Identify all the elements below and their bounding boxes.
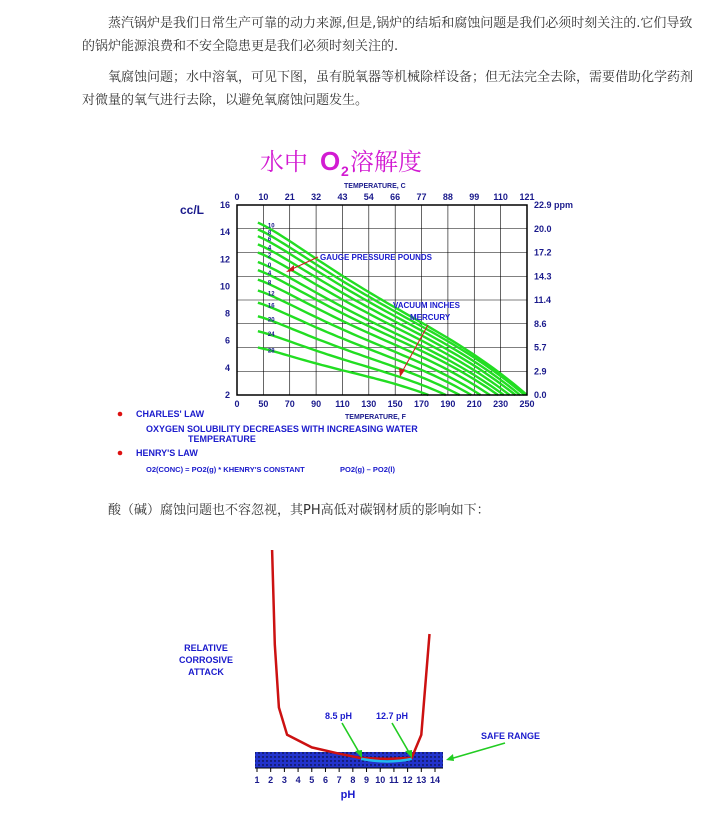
ph-corrosion-chart <box>170 540 570 820</box>
ph-tick-label: 4 <box>295 775 301 785</box>
left-tick-labels <box>220 200 230 400</box>
curve-label: 0 <box>267 263 272 269</box>
bottom-tick-label: 0 <box>234 399 240 409</box>
arrow-8-5 <box>342 723 360 754</box>
top-tick-label: 0 <box>234 192 240 202</box>
safe-band-texture <box>255 752 443 768</box>
right-tick-label: 17.2 <box>534 247 552 258</box>
ph-tick-label: 12 <box>402 775 413 785</box>
henrys-law-heading: HENRY'S LAW <box>136 448 198 458</box>
chart-title-prefix: 水中 <box>260 149 308 176</box>
top-tick-label: 54 <box>363 192 374 202</box>
bottom-tick-label: 70 <box>284 399 295 409</box>
top-tick-label: 32 <box>311 192 322 202</box>
charles-law-desc-2: TEMPERATURE <box>188 434 256 444</box>
top-tick-label: 43 <box>337 192 348 202</box>
top-tick-label: 121 <box>519 192 535 202</box>
bottom-tick-label: 170 <box>414 399 430 409</box>
top-tick-label: 99 <box>469 192 480 202</box>
arrow-12-7 <box>392 723 410 754</box>
curve-label: 6 <box>267 237 272 244</box>
ph-tick-label: 13 <box>416 775 427 785</box>
ph-tick-label: 2 <box>268 775 274 785</box>
ph-tick-label: 5 <box>309 775 315 785</box>
corrosion-curve <box>272 550 429 759</box>
top-axis-label: TEMPERATURE, C <box>344 183 406 190</box>
henry-formula-2: PO2(g) – PO2(l) <box>340 465 396 474</box>
ph-tick-labels <box>254 768 440 785</box>
bottom-tick-label: 110 <box>335 399 350 409</box>
ph-tick-label: 7 <box>336 775 342 785</box>
bottom-tick-label: 130 <box>361 399 377 409</box>
curve-label: 8 <box>267 280 272 287</box>
curve-label: 10 <box>267 223 275 230</box>
chart-title-sub: 2 <box>341 163 349 179</box>
arrowhead-safe <box>446 754 454 761</box>
chart-title-o: O <box>320 146 341 176</box>
bottom-tick-label: 210 <box>466 399 482 409</box>
ph-tick-label: 10 <box>375 775 386 785</box>
ph-tick-label: 11 <box>389 775 399 785</box>
bullet-charles <box>118 412 123 417</box>
bottom-tick-label: 150 <box>387 399 403 409</box>
ph-tick-label: 9 <box>364 775 370 785</box>
top-tick-label: 66 <box>390 192 401 202</box>
oxygen-solubility-chart <box>110 140 630 490</box>
y-label-3: ATTACK <box>188 667 224 677</box>
label-8-5-ph: 8.5 pH <box>325 711 353 721</box>
left-tick-label: 16 <box>219 200 230 210</box>
solubility-curve <box>258 270 498 395</box>
bullet-henry <box>118 451 123 456</box>
ph-tick-label: 8 <box>350 775 356 785</box>
right-tick-label: 11.4 <box>534 295 552 305</box>
gauge-pressure-label: GAUGE PRESSURE POUNDS <box>320 253 433 262</box>
bottom-axis-label: TEMPERATURE, F <box>345 414 406 421</box>
left-tick-label: 6 <box>224 335 230 346</box>
henry-formula-1: O2(CONC) = PO2(g) * KHENRY'S CONSTANT <box>146 465 305 474</box>
right-tick-label: 8.6 <box>534 318 547 329</box>
ph-axis-label: pH <box>340 789 356 801</box>
curve-label: 24 <box>267 332 275 339</box>
bottom-tick-label: 230 <box>493 399 509 409</box>
ph-tick-label: 1 <box>254 775 260 785</box>
chart-title-rest: 溶解度 <box>350 149 422 176</box>
label-12-7-ph: 12.7 pH <box>376 711 409 721</box>
arrow-safe <box>450 743 505 759</box>
vacuum-label-1: VACUUM INCHES <box>393 301 460 310</box>
left-tick-label: 14 <box>219 227 230 238</box>
right-tick-label: 22.9 ppm <box>534 200 574 210</box>
curve-label: 2 <box>267 253 272 260</box>
right-tick-label: 20.0 <box>534 223 552 234</box>
acid-corrosion-paragraph: 酸（碱）腐蚀问题也不容忽视，其PH高低对碳钢材质的影响如下： <box>108 503 490 518</box>
curve-label: 20 <box>267 317 275 324</box>
curve-label: 4 <box>267 271 272 278</box>
oxygen-corrosion-paragraph: 氧腐蚀问题；水中溶氧，可见下图，虽有脱氧器等机械除样设备；但无法完全去除，需要借助化学药剂对微量的氧气进行去除，以避免氧腐蚀问题发生。 <box>82 70 694 108</box>
charles-law-desc-1: OXYGEN SOLUBILITY DECREASES WITH INCREASING WATER <box>146 424 418 434</box>
top-tick-label: 21 <box>284 192 295 202</box>
curve-label: 12 <box>267 291 275 298</box>
bottom-tick-label: 90 <box>311 399 322 409</box>
vacuum-label-2: MERCURY <box>410 313 451 322</box>
right-tick-label: 5.7 <box>534 342 547 353</box>
right-tick-labels <box>534 200 573 400</box>
charles-law-heading: CHARLES' LAW <box>136 409 205 419</box>
y-label-2: CORROSIVE <box>178 655 234 665</box>
top-tick-label: 10 <box>258 192 269 202</box>
top-tick-label: 77 <box>416 192 427 202</box>
curve-label: 28 <box>267 348 275 355</box>
curve-label: 4 <box>267 245 272 252</box>
bottom-tick-label: 190 <box>440 399 456 409</box>
y-axis-label: cc/L <box>180 203 205 217</box>
left-tick-label: 8 <box>224 308 230 319</box>
right-tick-label: 14.3 <box>534 271 552 282</box>
ph-tick-label: 14 <box>429 775 441 785</box>
top-tick-label: 110 <box>493 192 508 202</box>
left-tick-label: 10 <box>219 281 230 292</box>
right-tick-label: 2.9 <box>534 366 547 377</box>
curve-label: 16 <box>267 303 275 310</box>
bottom-tick-label: 250 <box>519 399 535 409</box>
intro-paragraph: 蒸汽锅炉是我们日常生产可靠的动力来源,但是,锅炉的结垢和腐蚀问题是我们必须时刻关注的.它们导致的锅炉能源浪费和不安全隐患更是我们必须时刻关注的. <box>82 16 693 54</box>
right-tick-label: 0.0 <box>534 390 547 400</box>
solubility-curve <box>258 331 446 395</box>
ph-tick-label: 6 <box>322 775 328 785</box>
top-tick-label: 88 <box>442 192 453 202</box>
y-label-1: RELATIVE <box>184 643 228 653</box>
bottom-tick-labels <box>234 399 534 409</box>
curve-label: 8 <box>267 230 272 237</box>
top-tick-labels <box>234 192 534 202</box>
label-safe-range: SAFE RANGE <box>481 731 541 741</box>
left-tick-label: 2 <box>224 390 230 400</box>
ph-tick-label: 3 <box>281 775 287 785</box>
left-tick-label: 12 <box>219 254 230 265</box>
bottom-tick-label: 50 <box>258 399 269 409</box>
left-tick-label: 4 <box>224 362 230 373</box>
